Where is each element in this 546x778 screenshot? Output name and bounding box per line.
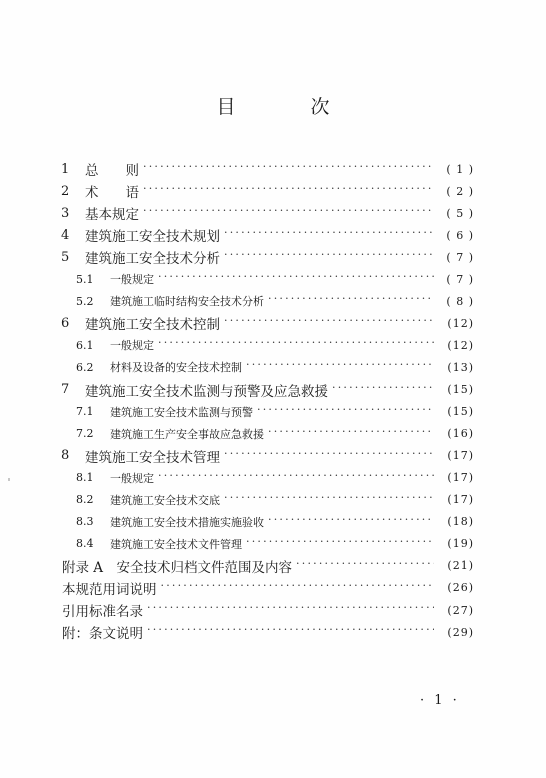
- toc-number: 8.4: [76, 537, 94, 551]
- toc-page-number: (17): [447, 471, 474, 485]
- toc-page-number: ( 1 ): [446, 162, 474, 176]
- toc-appendix-row: [0, 599, 546, 621]
- toc-page-number: (15): [447, 405, 474, 419]
- toc-number: 1: [61, 161, 70, 177]
- toc-number: 4: [61, 227, 70, 243]
- toc-page-number: ( 2 ): [446, 184, 474, 198]
- toc-heading: 建筑施工安全技术分析: [85, 251, 220, 268]
- toc-heading: 建筑施工安全技术管理: [85, 449, 220, 466]
- toc-appendix-row: [0, 621, 546, 643]
- toc-page-number: ( 5 ): [446, 206, 474, 220]
- dot-leader: [143, 207, 434, 221]
- toc-number: 5.1: [76, 272, 94, 286]
- dot-leader: [224, 229, 434, 243]
- dot-leader: [143, 163, 434, 177]
- toc-number: 7: [61, 382, 70, 397]
- toc-subsection-row: [0, 334, 546, 356]
- dot-leader: [224, 251, 434, 265]
- dot-leader: [147, 604, 434, 618]
- toc-heading: 一般规定: [110, 273, 154, 287]
- toc-page-number: (13): [447, 360, 474, 374]
- toc-chapter-row: [0, 158, 546, 180]
- page-number: · 1 ·: [420, 693, 460, 708]
- toc-number: 7.2: [76, 427, 94, 441]
- toc-page-number: ( 6 ): [446, 228, 474, 242]
- toc-heading: 建筑施工安全技术控制: [85, 317, 220, 334]
- toc-page-number: (21): [447, 559, 474, 573]
- toc-heading: 建筑施工安全技术交底: [110, 493, 220, 507]
- toc-number: 5: [61, 249, 70, 265]
- toc-subsection-row: [0, 533, 546, 555]
- toc-heading: 建筑施工安全技术监测与预警及应急救援: [85, 383, 328, 400]
- dot-leader: [143, 185, 434, 199]
- dot-leader: [296, 560, 434, 574]
- dot-leader: [332, 384, 434, 398]
- dot-leader: [224, 317, 434, 331]
- toc-page-number: ( 7 ): [446, 250, 474, 264]
- toc-chapter-row: [0, 312, 546, 334]
- toc-heading: 术 语: [85, 185, 139, 202]
- toc-subsection-row: [0, 401, 546, 423]
- toc-chapter-row: [0, 224, 546, 246]
- dot-leader: [224, 494, 434, 508]
- dot-leader: [147, 626, 434, 640]
- toc-subsection-row: [0, 423, 546, 445]
- toc-subsection-row: [0, 290, 546, 312]
- toc-heading: 基本规定: [85, 207, 139, 224]
- toc-number: 8: [61, 448, 70, 464]
- toc-subsection-row: [0, 356, 546, 378]
- toc-number: 7.1: [76, 405, 94, 419]
- toc-heading: 本规范用词说明: [62, 581, 157, 598]
- toc-chapter-row: [0, 379, 546, 401]
- toc-page-number: (19): [447, 537, 474, 551]
- toc-subsection-row: [0, 268, 546, 290]
- dot-leader: [268, 516, 434, 530]
- toc-heading: 建筑施工安全技术措施实施验收: [110, 515, 264, 529]
- toc-page-number: (17): [447, 449, 474, 463]
- toc-page-number: ( 8 ): [446, 294, 474, 308]
- toc-page-number: (18): [447, 515, 474, 529]
- toc-page-number: (16): [447, 427, 474, 441]
- toc-heading: 附录 A 安全技术归档文件范围及内容: [62, 559, 293, 576]
- toc-heading: 总 则: [85, 163, 139, 179]
- toc-number: 6.1: [76, 338, 94, 352]
- toc-page-number: ( 7 ): [446, 272, 474, 286]
- toc-page-number: (26): [447, 581, 474, 595]
- toc-page-number: (17): [447, 493, 474, 507]
- dot-leader: [246, 538, 434, 552]
- toc-number: 2: [61, 183, 70, 199]
- toc-page-number: (15): [447, 383, 474, 396]
- dot-leader: [268, 428, 434, 442]
- toc-page-number: (12): [447, 316, 474, 330]
- toc-heading: 引用标准名录: [62, 604, 143, 620]
- dot-leader: [158, 472, 434, 486]
- toc-chapter-row: [0, 445, 546, 467]
- toc-heading: 建筑施工生产安全事故应急救援: [110, 427, 264, 441]
- toc-number: 8.2: [76, 493, 94, 507]
- toc-page-number: (12): [447, 338, 474, 352]
- toc-chapter-row: [0, 202, 546, 224]
- dot-leader: [246, 361, 434, 375]
- toc-subsection-row: [0, 489, 546, 511]
- dot-leader: [268, 295, 434, 309]
- toc-heading: 材料及设备的安全技术控制: [110, 361, 242, 375]
- dot-leader: [158, 339, 434, 353]
- toc-chapter-row: [0, 180, 546, 202]
- toc-heading: 建筑施工安全技术监测与预警: [110, 405, 253, 419]
- toc-page-number: (29): [447, 625, 474, 639]
- toc-chapter-row: [0, 246, 546, 268]
- dot-leader: [158, 273, 434, 287]
- toc-subsection-row: [0, 467, 546, 489]
- toc-heading: 附：条文说明: [62, 626, 143, 643]
- toc-heading: 一般规定: [110, 339, 154, 353]
- toc-heading: 建筑施工安全技术规划: [85, 229, 220, 246]
- toc-page-number: (27): [447, 603, 474, 617]
- toc-subsection-row: [0, 511, 546, 533]
- dot-leader: [257, 406, 434, 420]
- page-title: 目 次: [216, 96, 358, 118]
- toc-number: 6: [61, 315, 70, 331]
- toc-number: 8.3: [76, 515, 94, 529]
- toc-appendix-row: [0, 577, 546, 599]
- toc-heading: 建筑施工临时结构安全技术分析: [110, 295, 264, 309]
- toc-number: 3: [61, 205, 70, 221]
- toc-heading: 建筑施工安全技术文件管理: [110, 537, 242, 551]
- toc-appendix-row: [0, 555, 546, 577]
- dot-leader: [224, 450, 434, 464]
- toc-number: 8.1: [76, 471, 94, 485]
- toc-number: 5.2: [76, 294, 94, 308]
- dot-leader: [161, 582, 435, 596]
- toc-heading: 一般规定: [110, 471, 154, 485]
- toc-number: 6.2: [76, 360, 94, 374]
